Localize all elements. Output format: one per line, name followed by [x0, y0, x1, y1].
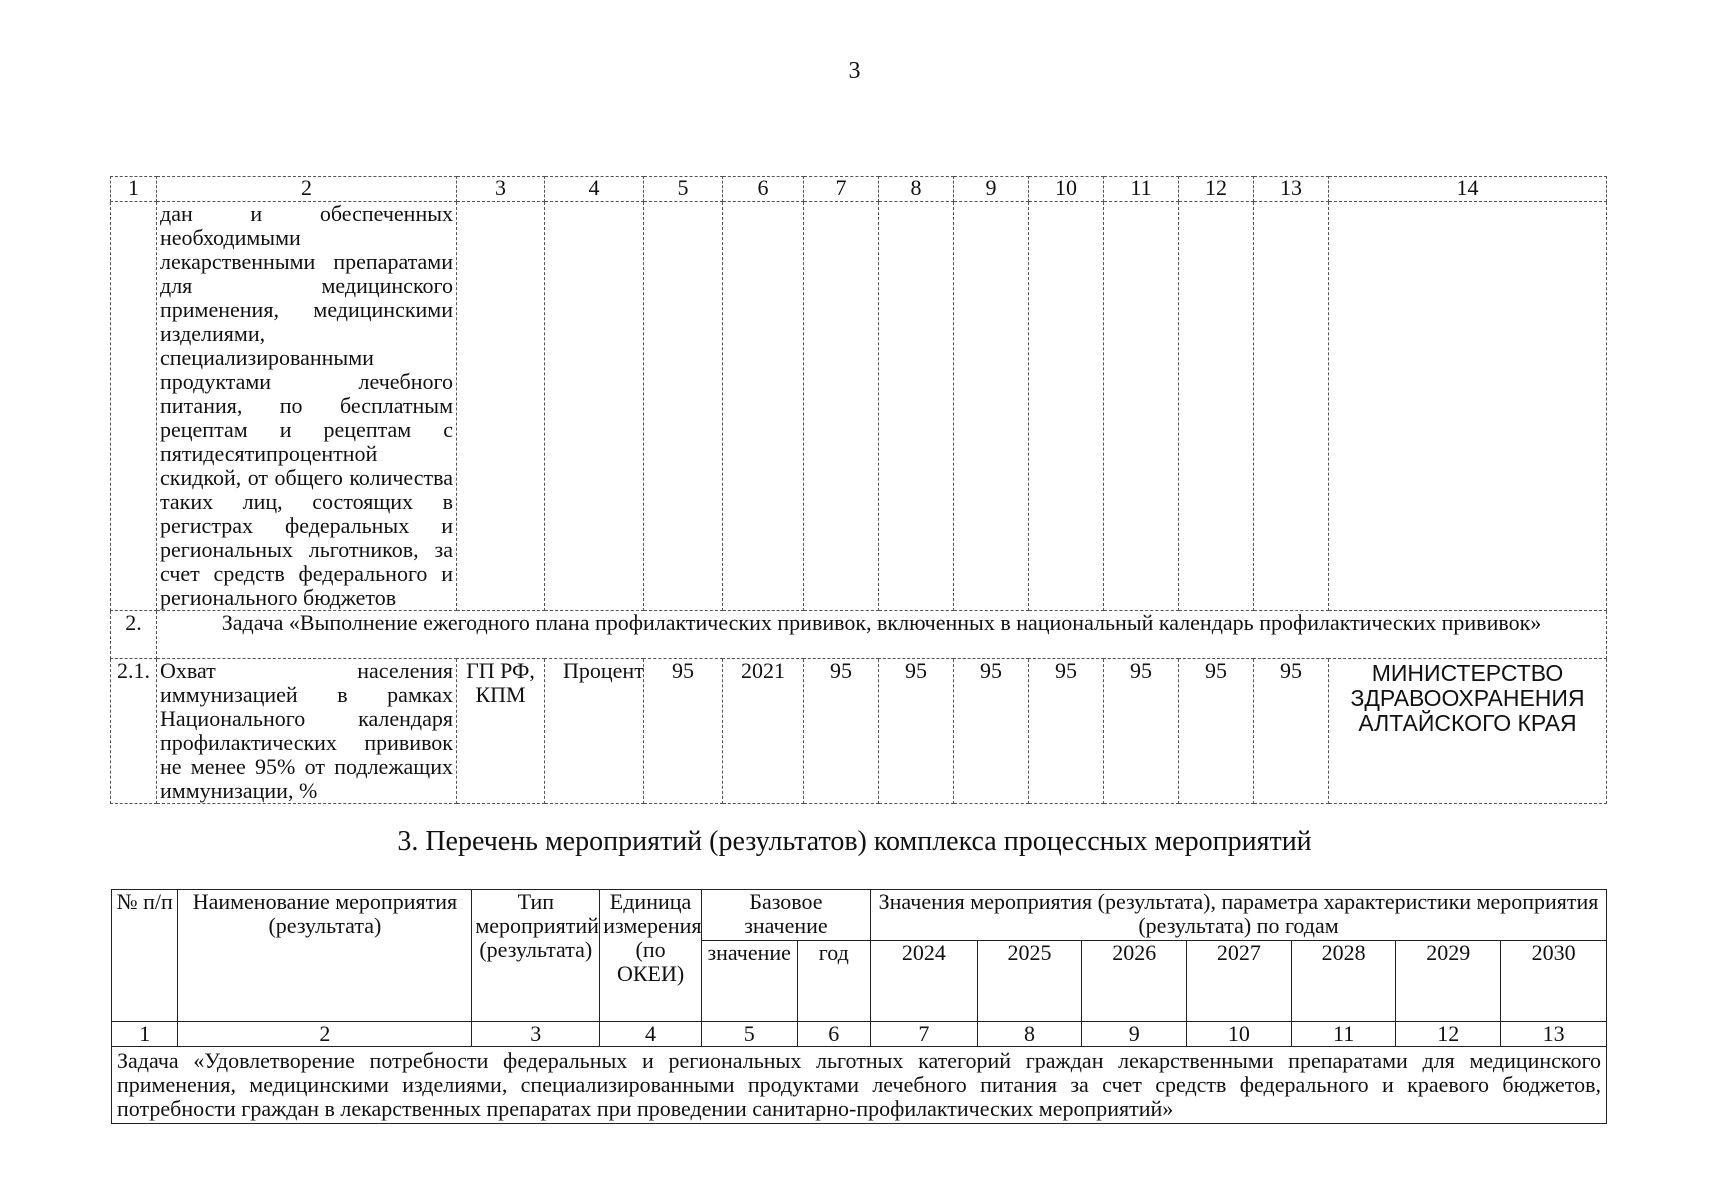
col-number: 9: [1082, 1022, 1187, 1047]
col-number: 6: [797, 1022, 870, 1047]
cell-empty: [879, 202, 954, 611]
header-base-year: год: [797, 941, 870, 1022]
cell-empty: [1029, 202, 1104, 611]
col-number: 4: [545, 177, 644, 202]
cell-empty: [644, 202, 723, 611]
header-year: 2026: [1082, 941, 1187, 1022]
task-text: Задача «Выполнение ежегодного плана профилактических прививок, включенных в национальный календарь профилактических прививок»: [157, 611, 1607, 659]
header-year: 2025: [977, 941, 1082, 1022]
header-unit: Единица измерения (по ОКЕИ): [600, 890, 702, 1022]
year-value: 95: [1179, 659, 1254, 804]
table-header-row: [111, 177, 1607, 202]
col-number: 10: [1187, 1022, 1292, 1047]
col-number: 1: [112, 1022, 178, 1047]
col-number: 11: [1104, 177, 1179, 202]
col-number: 8: [977, 1022, 1082, 1047]
indicator-name-continued: дан и обеспеченных необходимыми лекарственными препаратами для медицинского применения, медицинскими изделиями, специализированными продуктами лечебного питания, по бесплатным рецептам и рецептам с пятидесятипроцентной скидкой, от общего количества таких лиц, состоящих в регистрах федеральных и региональных льготников, за счет средств федерального и регионального бюджетов: [157, 202, 457, 611]
header-type: Тип мероприятий (результата): [472, 890, 600, 1022]
col-number: 8: [879, 177, 954, 202]
col-number: 13: [1254, 177, 1329, 202]
header-base-value: значение: [701, 941, 797, 1022]
year-value: 95: [1254, 659, 1329, 804]
col-number: 12: [1179, 177, 1254, 202]
year-value: 95: [954, 659, 1029, 804]
header-number: № п/п: [112, 890, 178, 1022]
col-number: 14: [1329, 177, 1607, 202]
col-number: 6: [723, 177, 804, 202]
cell-empty: [1104, 202, 1179, 611]
indicators-table: [110, 176, 1607, 804]
header-values-group: Значения мероприятия (результата), параметра характеристики мероприятия (результата) по годам: [871, 890, 1607, 941]
header-year: 2029: [1396, 941, 1501, 1022]
col-number: 2: [178, 1022, 472, 1047]
year-value: 95: [879, 659, 954, 804]
header-year: 2028: [1291, 941, 1396, 1022]
year-value: 95: [1029, 659, 1104, 804]
cell-empty: [457, 202, 545, 611]
col-number: 9: [954, 177, 1029, 202]
cell-empty: [111, 202, 157, 611]
activities-table: [111, 889, 1607, 1124]
page-number: 3: [848, 58, 861, 84]
col-number: 7: [804, 177, 879, 202]
base-year: 2021: [723, 659, 804, 804]
header-year: 2030: [1501, 941, 1607, 1022]
task-number: 2.: [111, 611, 157, 659]
base-value: 95: [644, 659, 723, 804]
cell-empty: [723, 202, 804, 611]
col-number: 2: [157, 177, 457, 202]
task-text: Задача «Удовлетворение потребности федеральных и региональных льготных категорий граждан лекарственными препаратами для медицинского применения, медицинскими изделиями, специализированными продуктами лечебного питания за счет средств федерального и краевого бюджетов, потребности граждан в лекарственных препаратах при проведении санитарно-профилактических мероприятий»: [112, 1047, 1607, 1124]
header-base: Базовое значение: [701, 890, 870, 941]
section-title: 3. Перечень мероприятий (результатов) комплекса процессных мероприятий: [397, 826, 1312, 857]
header-year: 2024: [871, 941, 978, 1022]
col-number: 4: [600, 1022, 702, 1047]
cell-empty: [1179, 202, 1254, 611]
cell-empty: [804, 202, 879, 611]
indicator-name: Охват населения иммунизацией в рамках Национального календаря профилактических прививок не менее 95% от подлежащих иммунизации, %: [157, 659, 457, 804]
col-number: 12: [1396, 1022, 1501, 1047]
col-number: 1: [111, 177, 157, 202]
table-row: [111, 202, 1607, 611]
task-row: [111, 611, 1607, 659]
col-number: 13: [1501, 1022, 1607, 1047]
col-number: 10: [1029, 177, 1104, 202]
table-row: [111, 659, 1607, 804]
col-number: 11: [1291, 1022, 1396, 1047]
header-name: Наименование мероприятия (результата): [178, 890, 472, 1022]
year-value: 95: [1104, 659, 1179, 804]
header-year: 2027: [1187, 941, 1292, 1022]
cell-empty: [1254, 202, 1329, 611]
unit: Процент: [545, 659, 644, 804]
cell-empty: [954, 202, 1029, 611]
col-number: 3: [472, 1022, 600, 1047]
col-number: 5: [701, 1022, 797, 1047]
task-row: [112, 1047, 1607, 1124]
row-number: 2.1.: [111, 659, 157, 804]
table-header-row: [112, 890, 1607, 941]
column-numbers-row: [112, 1022, 1607, 1047]
col-number: 7: [871, 1022, 978, 1047]
cell-empty: [1329, 202, 1607, 611]
col-number: 5: [644, 177, 723, 202]
indicator-type: ГП РФ, КПМ: [457, 659, 545, 804]
responsible-body: МИНИСТЕРСТВО ЗДРАВООХРАНЕНИЯ АЛТАЙСКОГО КРАЯ: [1329, 659, 1607, 804]
cell-empty: [545, 202, 644, 611]
year-value: 95: [804, 659, 879, 804]
col-number: 3: [457, 177, 545, 202]
